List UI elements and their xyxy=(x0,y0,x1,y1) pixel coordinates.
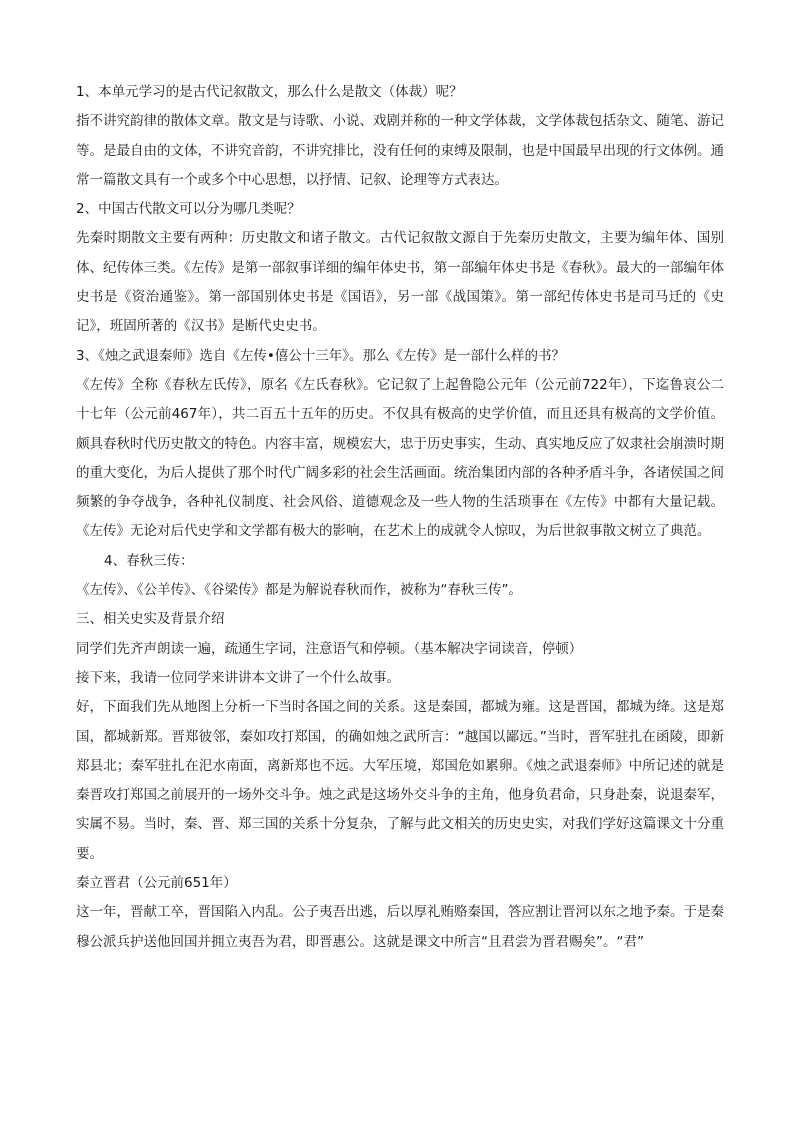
answer-1: 指不讲究韵律的散体文章。散文是与诗歌、小说、戏剧并称的一种文学体裁，文学体裁包括杂文、随笔、游记等。是最自由的文体，不讲究音韵，不讲究排比，没有任何的束缚及限制，也是中国最早出现的行文体例。通常一篇散文具有一个或多个中心思想，以抒情、记叙、论理等方式表达。 xyxy=(76,113,724,188)
section-heading: 三、相关史实及背景介绍 xyxy=(76,611,225,628)
answer-2: 先秦时期散文主要有两种：历史散文和诸子散文。古代记叙散文源自于先秦历史散文，主要为编年体、国别体、纪传体三类。《左传》是第一部叙事详细的编年体史书，第一部编年体史书是《春秋》。最大的一部编年体史书是《资治通鉴》。第一部国别体史书是《国语》，另一部《战国策》。第一部纪传体史书是司马迁的《史记》，班固所著的《汉书》是断代史史书。 xyxy=(76,230,724,335)
instruction-story: 接下来，我请一位同学来讲讲本文讲了一个什么故事。 xyxy=(76,669,400,686)
instruction-read: 同学们先齐声朗读一遍，疏通生字词，注意语气和停顿。（基本解决字词读音，停顿） xyxy=(76,640,583,657)
document-page xyxy=(76,78,724,957)
question-2: 2、中国古代散文可以分为哪几类呢？ xyxy=(76,201,301,218)
map-analysis-paragraph: 好，下面我们先从地图上分析一下当时各国之间的关系。这是秦国，都城为雍。这是晋国，都城为绛。这是郑国，都城新郑。晋郑彼邻，秦如攻打郑国，的确如烛之武所言：“越国以鄙远。”当时，晋军驻扎在函陵，即新郑县北；秦军驻扎在汜水南面，离新郑也不远。大军压境，郑国危如累卵。《烛之武退秦师》中所记述的就是秦晋攻打郑国之前展开的一场外交斗争。烛之武是这场外交斗争的主角，他身负君命，只身赴秦，说退秦军，实属不易。当时，秦、晋、郑三国的关系十分复杂，了解与此文相关的历史史实，对我们学好这篇课文十分重要。 xyxy=(76,699,724,862)
question-3: 3、《烛之武退秦师》选自《左传•僖公十三年》。那么《左传》是一部什么样的书？ xyxy=(76,347,566,364)
question-4: 4、春秋三传： xyxy=(104,552,194,569)
answer-4: 《左传》、《公羊传》、《谷梁传》都是为解说春秋而作，被称为“春秋三传”。 xyxy=(76,582,522,599)
history-paragraph: 这一年，晋献工卒，晋国陷入内乱。公子夷吾出逃，后以厚礼贿赂秦国，答应割让晋河以东之地予秦。于是秦穆公派兵护送他回国并拥立夷吾为君，即晋惠公。这就是课文中所言“且君尝为晋君赐矣”。“君” xyxy=(76,904,724,950)
answer-3: 《左传》全称《春秋左氏传》，原名《左氏春秋》。它记叙了上起鲁隐公元年（公元前722年），下迄鲁哀公二十七年（公元前467年），共二百五十五年的历史。不仅具有极高的史学价值，而且还具有极高的文学价值。颇具春秋时代历史散文的特色。内容丰富，规模宏大，忠于历史事实，生动、真实地反应了奴隶社会崩溃时期的重大变化，为后人提供了那个时代广阔多彩的社会生活画面。统治集团内部的各种矛盾斗争，各诸侯国之间频繁的争夺战争，各种礼仪制度、社会风俗、道德观念及一些人物的生活琐事在《左传》中都有大量记载。《左传》无论对后代史学和文学都有极大的影响，在艺术上的成就令人惊叹，为后世叙事散文树立了典范。 xyxy=(76,376,724,540)
subheading-qin-li-jin-jun: 秦立晋君（公元前651年） xyxy=(76,875,237,892)
question-1: 1、本单元学习的是古代记叙散文，那么什么是散文（体裁）呢？ xyxy=(76,84,463,100)
